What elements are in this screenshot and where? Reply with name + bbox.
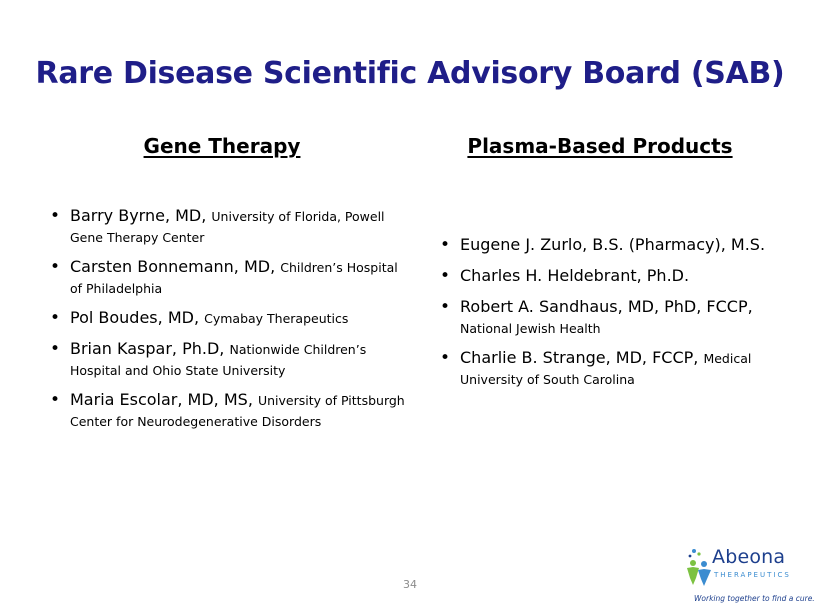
bullet-icon: • [50, 339, 61, 359]
logo-tagline: Working together to find a cure. [694, 594, 815, 603]
member-name: Robert A. Sandhaus, MD, PhD, FCCP, [460, 297, 753, 316]
member-affiliation: Cymabay Therapeutics [204, 311, 349, 326]
bullet-icon: • [440, 297, 451, 317]
bullet-icon: • [50, 257, 61, 277]
page-number: 34 [403, 578, 417, 591]
member-item [50, 388, 410, 431]
slide-title: Rare Disease Scientific Advisory Board (SAB) [35, 56, 785, 91]
logo-subtitle: THERAPEUTICS [714, 571, 791, 579]
member-item [50, 204, 410, 247]
logo-name: Abeona [712, 546, 786, 568]
member-item [440, 233, 785, 256]
bullet-icon: • [50, 390, 61, 410]
member-affiliation: University of Pittsburgh Center for Neurodegenerative Disorders [70, 393, 405, 429]
member-item [440, 295, 785, 338]
member-affiliation: National Jewish Health [460, 321, 601, 336]
member-name: Charles H. Heldebrant, Ph.D. [460, 266, 690, 285]
member-item [50, 306, 410, 329]
member-item [50, 255, 410, 298]
plasma-products-members-list [440, 233, 785, 397]
member-name: Barry Byrne, MD, [70, 206, 212, 225]
member-name: Brian Kaspar, Ph.D, [70, 339, 230, 358]
bullet-icon: • [50, 206, 61, 226]
member-name: Eugene J. Zurlo, B.S. (Pharmacy), M.S. [460, 235, 766, 254]
abeona-figures-icon [684, 548, 714, 588]
member-affiliation: Nationwide Children’s Hospital and Ohio State University [70, 342, 367, 378]
bullet-icon: • [440, 266, 451, 286]
member-item [50, 337, 410, 380]
gene-therapy-members-list [50, 204, 410, 439]
member-affiliation: University of Florida, Powell Gene Therapy Center [70, 209, 385, 245]
member-affiliation: Medical University of South Carolina [460, 351, 752, 387]
gene-therapy-heading: Gene Therapy [143, 134, 301, 158]
bullet-icon: • [50, 308, 61, 328]
member-item [440, 264, 785, 287]
abeona-logo [684, 546, 815, 606]
member-name: Pol Boudes, MD, [70, 308, 205, 327]
bullet-icon: • [440, 348, 451, 368]
member-name: Charlie B. Strange, MD, FCCP, [460, 348, 704, 367]
plasma-products-heading: Plasma-Based Products [467, 134, 733, 158]
member-name: Carsten Bonnemann, MD, [70, 257, 281, 276]
member-name: Maria Escolar, MD, MS, [70, 390, 258, 409]
member-affiliation: Children’s Hospital of Philadelphia [70, 260, 398, 296]
member-item [440, 346, 785, 389]
bullet-icon: • [440, 235, 451, 255]
